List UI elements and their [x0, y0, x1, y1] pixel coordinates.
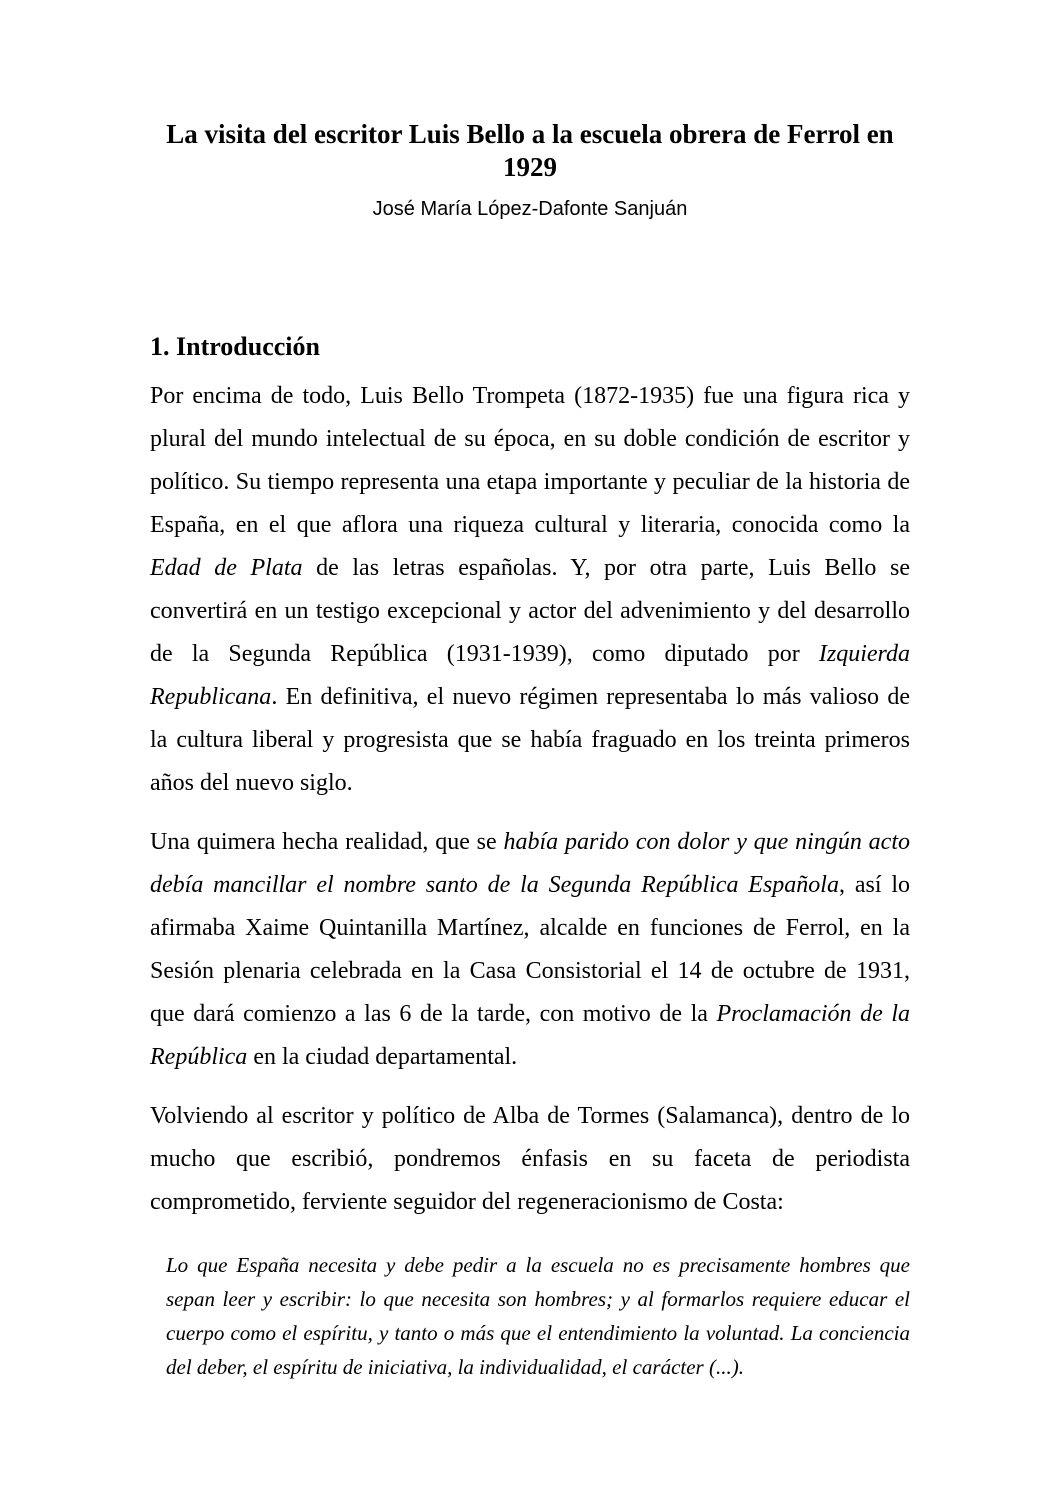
- text-run: , así lo afirmaba Xaime Quintanilla Martínez, alcalde en funciones de Ferrol, en la Sesión plenaria celebrada en la Casa Consistorial el 14 de octubre de 1931, que dará comienzo a las 6 de la tarde, con motivo de la: [150, 872, 911, 1027]
- document-title: La visita del escritor Luis Bello a la escuela obrera de Ferrol en 1929: [166, 119, 894, 182]
- italic-text-run: Proclamación de la República: [150, 1001, 911, 1070]
- text-run: de las letras españolas. Y, por otra parte, Luis Bello se convertirá en un testigo excepcional y actor del advenimiento y del desarrollo de la Segunda República (1931-1939), como diputado por: [150, 555, 910, 667]
- body-paragraph: [150, 821, 910, 1079]
- italic-text-run: Lo que España necesita y debe pedir a la escuela no es precisamente hombres que sepan leer y escribir: lo que necesita son hombres; y al formarlos requiere educar el cuerpo como el espíritu, y tanto o más que el entendimiento la voluntad. La conciencia del deber, el espíritu de iniciativa, la individualidad, el carácter (...).: [166, 1253, 910, 1379]
- blockquote: [166, 1248, 910, 1384]
- text-run: Por encima de todo, Luis Bello Trompeta (1872-1935) fue una figura rica y plural del mundo intelectual de su época, en su doble condición de escritor y político. Su tiempo representa una etapa importante y peculiar de la historia de España, en el que aflora una riqueza cultural y literaria, conocida como la: [150, 383, 910, 538]
- body-paragraphs: [150, 375, 910, 1384]
- body-paragraph: [150, 375, 910, 805]
- italic-text-run: había parido con dolor y que ningún acto debía mancillar el nombre santo de la Segunda República Española: [150, 829, 910, 898]
- body-paragraph: [150, 1095, 910, 1224]
- document-author: José María López-Dafonte Sanjuán: [372, 198, 688, 220]
- italic-text-run: Edad de Plata: [150, 555, 303, 581]
- text-run: Una quimera hecha realidad, que se: [150, 829, 504, 855]
- text-run: . En definitiva, el nuevo régimen representaba lo más valioso de la cultura liberal y progresista que se había fraguado en los treinta primeros años del nuevo siglo.: [150, 684, 910, 796]
- section-heading-introduccion: 1. Introducción: [150, 332, 320, 361]
- italic-text-run: Izquierda Republicana: [150, 641, 910, 710]
- text-run: Volviendo al escritor y político de Alba de Tormes (Salamanca), dentro de lo mucho que escribió, pondremos énfasis en su faceta de periodista comprometido, ferviente seguidor del regeneracionismo de Costa:: [150, 1103, 910, 1215]
- text-run: en la ciudad departamental.: [247, 1044, 518, 1070]
